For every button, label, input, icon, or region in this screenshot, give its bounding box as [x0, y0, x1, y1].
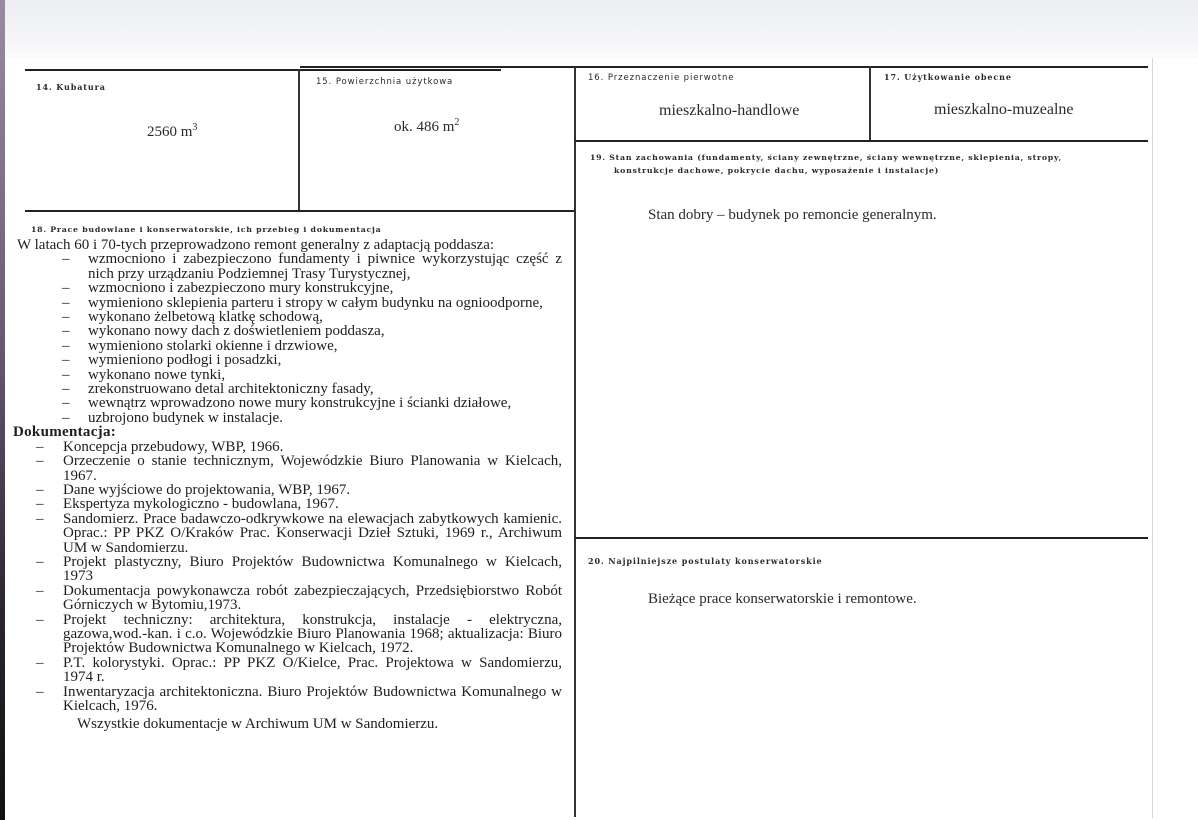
- dash-bullet: –: [62, 309, 70, 326]
- dash-bullet: –: [36, 683, 44, 700]
- dash-bullet: –: [62, 366, 70, 383]
- work-item-text: wymieniono stolarki okienne i drzwiowe,: [88, 337, 338, 354]
- field-16-label: 16. Przeznaczenie pierwotne: [588, 73, 735, 83]
- dash-bullet: –: [62, 323, 70, 340]
- field-20-label: 20. Najpilniejsze postulaty konserwatorskie: [588, 556, 823, 566]
- dash-bullet: –: [36, 654, 44, 671]
- field-19-value: Stan dobry – budynek po remoncie generalnym.: [648, 207, 937, 223]
- field-20-value: Bieżące prace konserwatorskie i remontowe.: [648, 591, 917, 607]
- field-15-label: 15. Powierzchnia użytkowa: [316, 77, 454, 87]
- doc-item-text: Orzeczenie o stanie technicznym, Wojewódzkie Biuro Planowania w Kielcach, 1967.: [63, 453, 562, 484]
- documentation-title: Dokumentacja:: [13, 424, 117, 441]
- field-14-unit-sup: 3: [192, 122, 198, 133]
- doc-item-text: Projekt techniczny: architektura, konstrukcja, instalacje - elektryczna, gazowa,wod.-kan. i c.o. Wojewódzkie Biuro Planowania 1968; aktualizacja: Biuro Projektów Budownictwa Komunalnego w Kielcach, 1972.: [63, 611, 562, 657]
- dash-bullet: –: [62, 352, 70, 369]
- page-fold-line: [1152, 58, 1153, 818]
- work-item-text: wzmocniono i zabezpieczono fundamenty i piwnice wykorzystując część z nich przy urządzaniu Podziemnej Trasy Turystycznej,: [88, 251, 562, 282]
- field-19-label-line1: 19. Stan zachowania (fundamenty, ściany zewnętrzne, ściany wewnętrzne, sklepienia, stropy,: [590, 153, 1062, 162]
- field-17-value: mieszkalno-muzealne: [934, 101, 1074, 118]
- list-item: [17, 555, 562, 584]
- list-item: [17, 483, 562, 497]
- list-item: [17, 396, 562, 410]
- field-14-label: 14. Kubatura: [36, 82, 106, 92]
- work-item-text: wewnątrz wprowadzono nowe mury konstrukcyjne i ścianki działowe,: [88, 395, 512, 412]
- list-item: [17, 296, 562, 310]
- dash-bullet: –: [36, 611, 44, 628]
- list-item: [17, 411, 562, 425]
- divider-row-14-18: [25, 210, 575, 212]
- dash-bullet: –: [62, 395, 70, 412]
- list-item: [17, 281, 562, 295]
- field-19-label-line2: konstrukcje dachowe, pokrycie dachu, wyposażenie i instalacje): [614, 166, 940, 175]
- doc-item-text: Dokumentacja powykonawcza robót zabezpieczających, Przedsiębiorstwo Robót Górniczych w Bytomiu,1973.: [63, 582, 562, 614]
- scan-top-band: [0, 0, 1198, 58]
- table-top-border-right: [300, 66, 1148, 68]
- work-item-text: zrekonstruowano detal architektoniczny fasady,: [88, 381, 374, 398]
- dash-bullet: –: [36, 510, 44, 527]
- divider-row-19-20: [575, 537, 1148, 539]
- work-item-text: wymieniono sklepienia parteru i stropy w całym budynku na ognioodporne,: [88, 294, 543, 311]
- doc-item-text: Dane wyjściowe do projektowania, WBP, 1967.: [63, 481, 351, 498]
- doc-item-text: Sandomierz. Prace badawczo-odkrywkowe na elewacjach zabytkowych kamienic. Oprac.: PP PKZ O/Kraków Prac. Konserwacji Dzieł Sztuki, 1969 r., Archiwum UM w Sandomierzu.: [63, 510, 562, 556]
- dash-bullet: –: [36, 496, 44, 513]
- dash-bullet: –: [62, 251, 70, 268]
- work-item-text: wykonano żelbetową klatkę schodową,: [88, 309, 323, 326]
- doc-item-text: P.T. kolorystyki. Oprac.: PP PKZ O/Kielce, Prac. Projektowa w Sandomierzu, 1974 r.: [63, 654, 562, 686]
- divider-row-16-19: [575, 140, 1148, 142]
- dash-bullet: –: [62, 337, 70, 354]
- field-14-number: 2560 m: [147, 124, 193, 140]
- list-item: [17, 310, 562, 324]
- field-15-number: ok. 486 m: [394, 119, 455, 135]
- works-list: [17, 252, 562, 425]
- list-item: [17, 324, 562, 338]
- dash-bullet: –: [36, 453, 44, 470]
- list-item: [17, 368, 562, 382]
- field-17-label: 17. Użytkowanie obecne: [884, 72, 1012, 82]
- work-item-text: wykonano nowy dach z doświetleniem poddasza,: [88, 323, 385, 340]
- list-item: [17, 584, 562, 613]
- list-item: [17, 252, 562, 281]
- field-15-value: [394, 119, 459, 136]
- documentation-list: [17, 440, 562, 714]
- divider-16-17: [869, 66, 871, 141]
- field-18-content: [13, 237, 562, 733]
- work-item-text: wykonano nowe tynki,: [88, 366, 226, 383]
- list-item: [17, 512, 562, 555]
- dash-bullet: –: [36, 553, 44, 570]
- list-item: [17, 497, 562, 511]
- dash-bullet: –: [62, 280, 70, 297]
- list-item: [17, 613, 562, 656]
- list-item: [17, 656, 562, 685]
- list-item: [17, 685, 562, 714]
- list-item: [17, 353, 562, 367]
- divider-left-right: [574, 67, 576, 817]
- works-intro: W latach 60 i 70-tych przeprowadzono remont generalny z adaptacją poddasza:: [17, 237, 495, 253]
- table-top-border: [25, 69, 501, 71]
- work-item-text: wymieniono podłogi i posadzki,: [88, 352, 282, 369]
- dash-bullet: –: [62, 381, 70, 398]
- divider-14-15: [298, 69, 300, 210]
- field-14-value: [147, 124, 197, 141]
- field-18-label: 18. Prace budowlane i konserwatorskie, ich przebieg i dokumentacja: [31, 225, 382, 234]
- list-item: [17, 440, 562, 454]
- dash-bullet: –: [36, 481, 44, 498]
- dash-bullet: –: [62, 409, 70, 426]
- list-item: [17, 339, 562, 353]
- work-item-text: wzmocniono i zabezpieczono mury konstrukcyjne,: [88, 280, 394, 297]
- dash-bullet: –: [36, 582, 44, 599]
- documentation-footer-note: Wszystkie dokumentacje w Archiwum UM w Sandomierzu.: [77, 716, 439, 733]
- work-item-text: uzbrojono budynek w instalacje.: [88, 409, 283, 426]
- dash-bullet: –: [62, 294, 70, 311]
- field-15-unit-sup: 2: [454, 117, 460, 128]
- dash-bullet: –: [36, 438, 44, 455]
- doc-item-text: Inwentaryzacja architektoniczna. Biuro Projektów Budownictwa Komunalnego w Kielcach, 1976.: [63, 683, 562, 714]
- field-16-value: mieszkalno-handlowe: [659, 102, 800, 119]
- list-item: [17, 382, 562, 396]
- doc-item-text: Ekspertyza mykologiczno - budowlana, 1967.: [63, 496, 339, 513]
- doc-item-text: Projekt plastyczny, Biuro Projektów Budownictwa Komunalnego w Kielcach, 1973: [63, 553, 562, 585]
- list-item: [17, 454, 562, 483]
- scan-left-edge: [0, 0, 5, 820]
- doc-item-text: Koncepcja przebudowy, WBP, 1966.: [63, 438, 284, 455]
